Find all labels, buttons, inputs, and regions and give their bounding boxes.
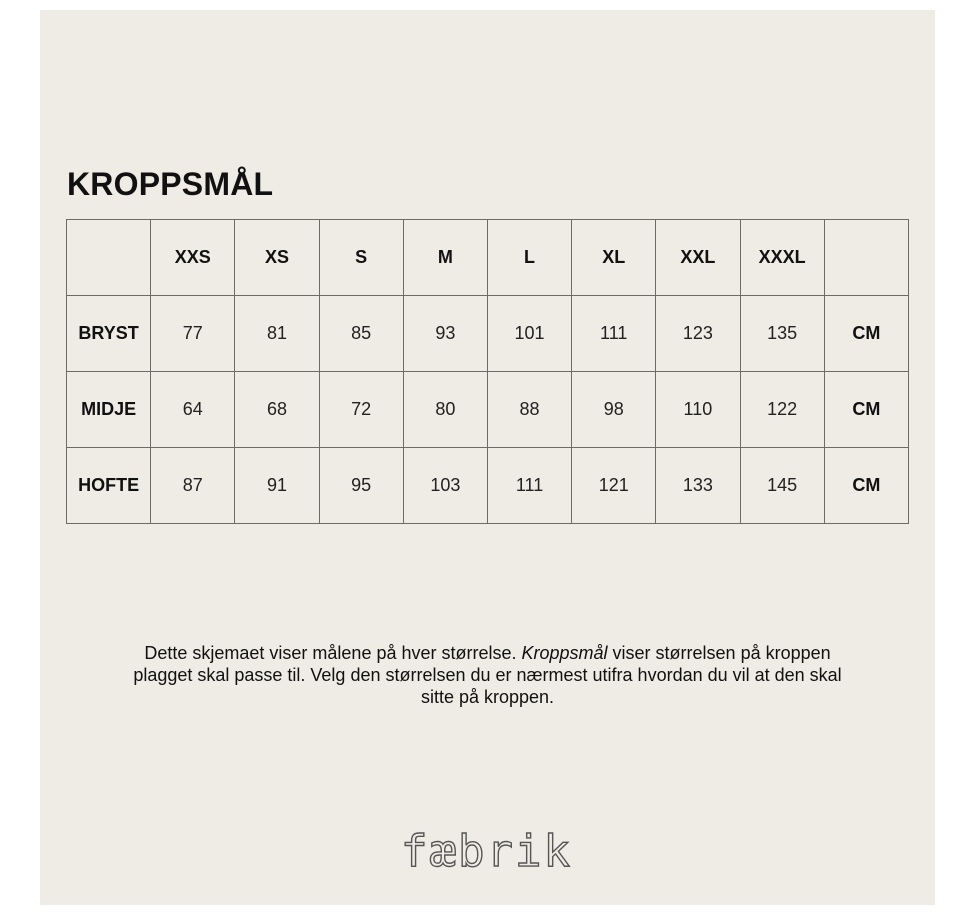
size-header-cell: XXXL [740,220,824,296]
description-text [120,642,855,708]
table-row [67,372,909,448]
table-cell: 98 [572,372,656,448]
table-cell: 88 [487,372,571,448]
row-label: BRYST [67,296,151,372]
corner-cell [67,220,151,296]
table-cell: 101 [487,296,571,372]
size-header-cell: XXL [656,220,740,296]
size-table [66,219,909,524]
table-cell: 111 [572,296,656,372]
table-cell: 110 [656,372,740,448]
table-cell: 81 [235,296,319,372]
size-header-cell: XL [572,220,656,296]
description-part-2: viser størrelsen på kroppen plagget skal passe til. Velg den størrelsen du er nærmest utifra hvordan du vil at den skal sitte på kroppen. [133,643,842,707]
table-cell: 145 [740,448,824,524]
table-cell: 122 [740,372,824,448]
table-cell: 103 [403,448,487,524]
description-emphasis: Kroppsmål [521,643,608,663]
unit-cell: CM [824,448,908,524]
table-cell: 72 [319,372,403,448]
page-title: KROPPSMÅL [67,166,274,202]
table-cell: 80 [403,372,487,448]
row-label: MIDJE [67,372,151,448]
size-header-cell: XS [235,220,319,296]
table-cell: 85 [319,296,403,372]
brand-logo: fæbrik [401,826,572,877]
unit-cell: CM [824,372,908,448]
table-row [67,448,909,524]
table-cell: 64 [151,372,235,448]
size-header-cell: L [487,220,571,296]
size-header-cell: XXS [151,220,235,296]
row-label: HOFTE [67,448,151,524]
size-header-cell: S [319,220,403,296]
table-cell: 135 [740,296,824,372]
table-cell: 91 [235,448,319,524]
size-header-row [67,220,909,296]
unit-cell: CM [824,296,908,372]
table-cell: 68 [235,372,319,448]
table-cell: 77 [151,296,235,372]
table-cell: 121 [572,448,656,524]
table-cell: 95 [319,448,403,524]
table-cell: 87 [151,448,235,524]
size-chart-card [40,10,935,905]
table-cell: 111 [487,448,571,524]
unit-header-cell [824,220,908,296]
table-cell: 123 [656,296,740,372]
table-cell: 93 [403,296,487,372]
description-part-1: Dette skjemaet viser målene på hver størrelse. [144,643,522,663]
size-header-cell: M [403,220,487,296]
table-cell: 133 [656,448,740,524]
table-row [67,296,909,372]
